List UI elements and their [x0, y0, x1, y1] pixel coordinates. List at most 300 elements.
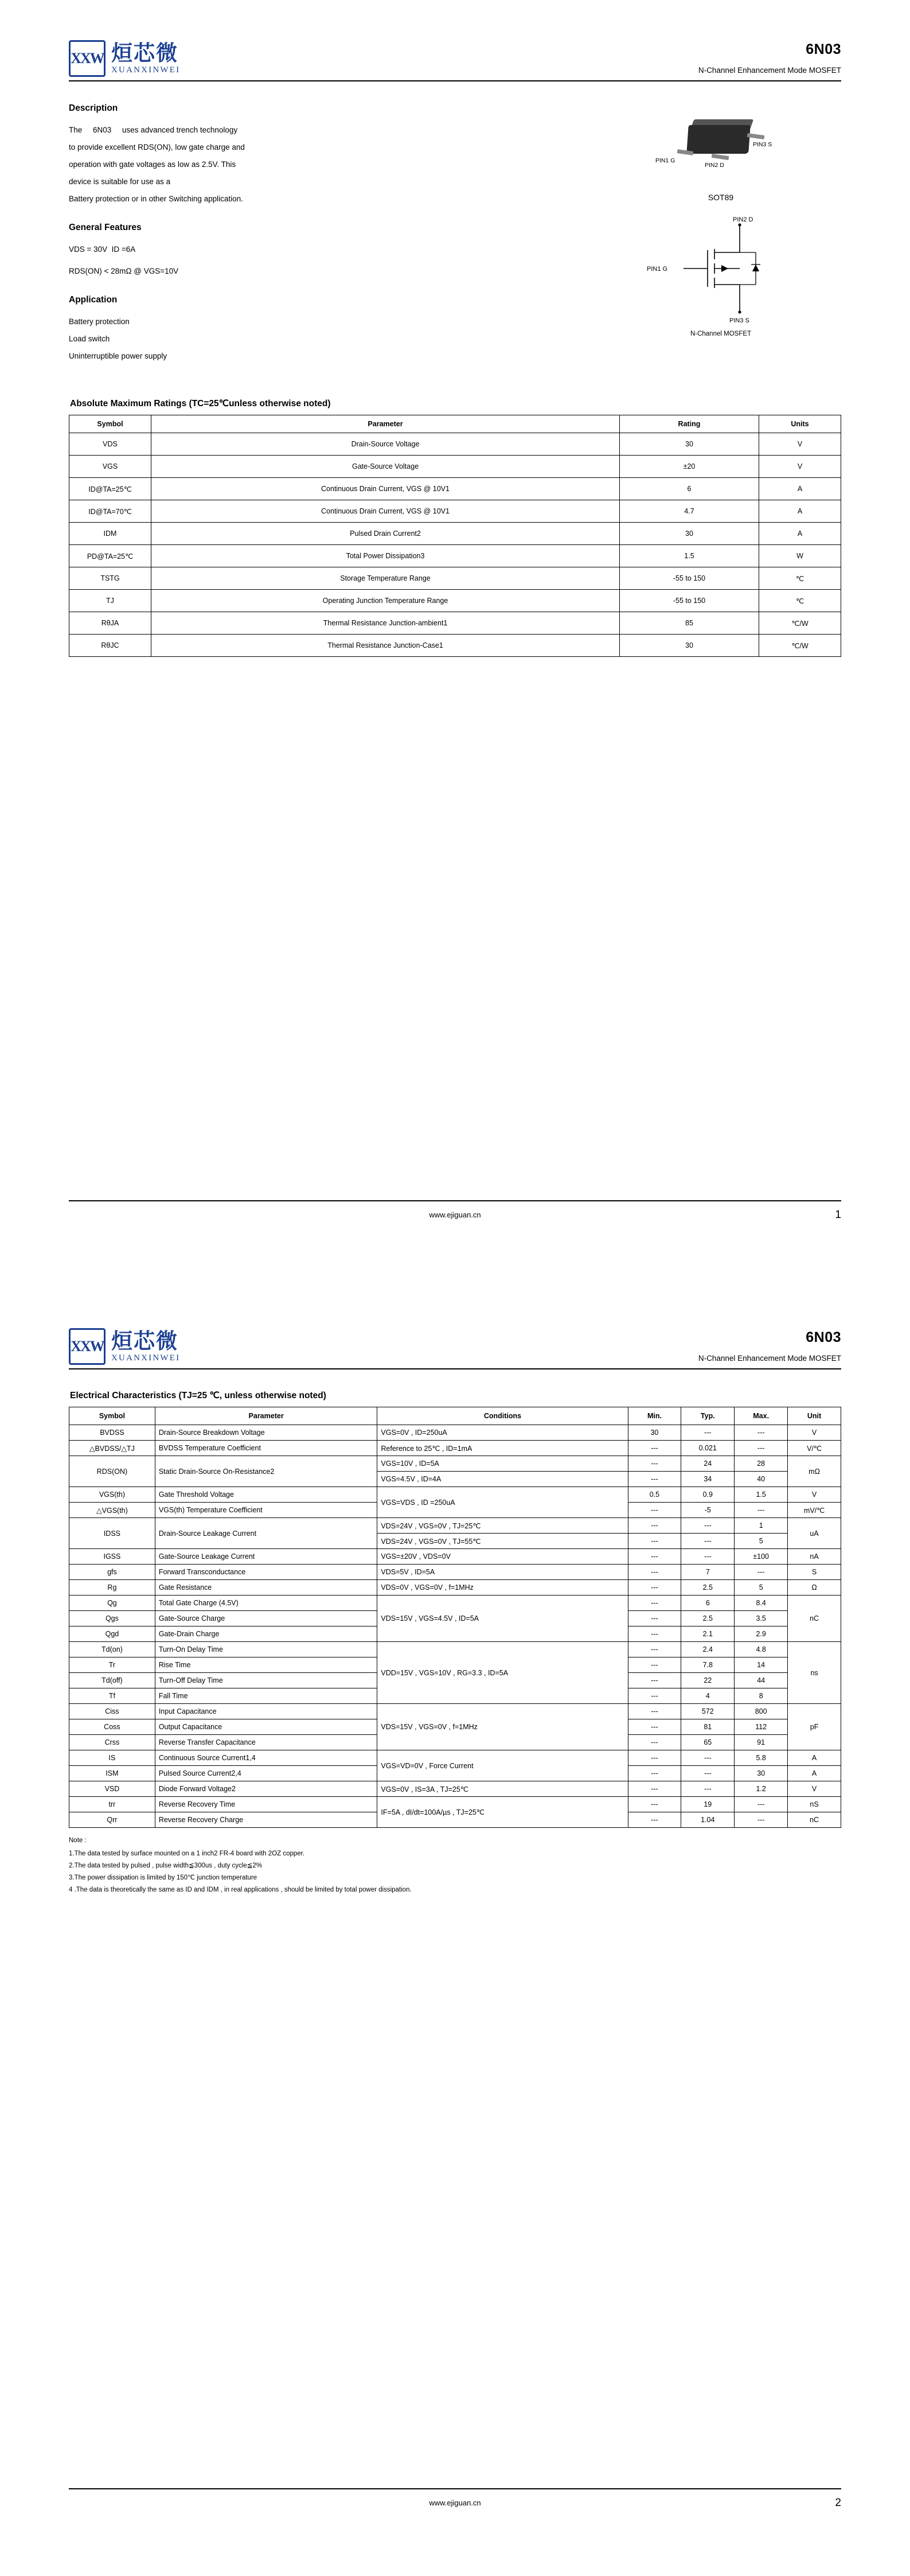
- cell-symbol: Coss: [69, 1719, 155, 1735]
- cell-units: A: [759, 478, 841, 500]
- table-row: [69, 1565, 841, 1580]
- cell-units: W: [759, 545, 841, 567]
- cell-min: ---: [628, 1766, 681, 1781]
- cell-parameter: Pulsed Drain Current2: [151, 523, 620, 545]
- cell-max: 30: [735, 1766, 788, 1781]
- header-divider: [69, 80, 841, 81]
- cell-max: 2.9: [735, 1626, 788, 1642]
- cell-units: ℃/W: [759, 612, 841, 635]
- page-number: 1: [835, 1208, 841, 1221]
- cell-typ: 2.5: [681, 1611, 735, 1626]
- column-header-max: Max.: [735, 1407, 788, 1425]
- cell-max: ---: [735, 1441, 788, 1456]
- cell-parameter: Reverse Recovery Charge: [155, 1812, 377, 1828]
- cell-unit: nA: [788, 1549, 841, 1565]
- cell-conditions: VGS=VDS , ID =250uA: [377, 1487, 628, 1518]
- table-row: [69, 1797, 841, 1812]
- cell-typ: 24: [681, 1456, 735, 1472]
- cell-units: ℃: [759, 590, 841, 612]
- part-number: 6N03: [806, 1329, 841, 1345]
- cell-parameter: Gate-Source Voltage: [151, 456, 620, 478]
- part-subtitle: N-Channel Enhancement Mode MOSFET: [698, 1354, 841, 1363]
- cell-typ: ---: [681, 1750, 735, 1766]
- note-line: 4 .The data is theoretically the same as ID and IDM , in real applications , should be limited by total power dissipation.: [69, 1886, 412, 1893]
- cell-units: ℃: [759, 567, 841, 590]
- schematic-caption: N-Channel MOSFET: [690, 330, 752, 337]
- cell-typ: 7: [681, 1565, 735, 1580]
- footer-url[interactable]: www.ejiguan.cn: [429, 2499, 481, 2507]
- cell-min: ---: [628, 1642, 681, 1657]
- column-header-symbol: Symbol: [69, 415, 151, 433]
- cell-symbol: RθJA: [69, 612, 151, 635]
- cell-typ: 572: [681, 1704, 735, 1719]
- cell-max: 5: [735, 1580, 788, 1596]
- application-line: Battery protection: [69, 317, 130, 326]
- cell-typ: 65: [681, 1735, 735, 1750]
- cell-units: V: [759, 433, 841, 456]
- cell-conditions: VDS=15V , VGS=4.5V , ID=5A: [377, 1596, 628, 1642]
- cell-unit: V: [788, 1425, 841, 1441]
- cell-parameter: Drain-Source Voltage: [151, 433, 620, 456]
- cell-min: ---: [628, 1518, 681, 1534]
- cell-max: 5.8: [735, 1750, 788, 1766]
- table-row: [69, 1596, 841, 1611]
- cell-symbol: Qgs: [69, 1611, 155, 1626]
- table-header-row: [69, 415, 841, 433]
- cell-typ: 1.04: [681, 1812, 735, 1828]
- cell-symbol: △VGS(th): [69, 1503, 155, 1518]
- cell-min: ---: [628, 1735, 681, 1750]
- cell-typ: ---: [681, 1766, 735, 1781]
- cell-symbol: ID@TA=25℃: [69, 478, 151, 500]
- cell-min: ---: [628, 1596, 681, 1611]
- cell-symbol: VGS(th): [69, 1487, 155, 1503]
- cell-unit: pF: [788, 1704, 841, 1750]
- table-row: [69, 590, 841, 612]
- cell-parameter: Gate-Source Leakage Current: [155, 1549, 377, 1565]
- package-name: SOT89: [708, 193, 734, 202]
- cell-min: ---: [628, 1611, 681, 1626]
- cell-parameter: Reverse Transfer Capacitance: [155, 1735, 377, 1750]
- description-line: operation with gate voltages as low as 2.5V. This: [69, 160, 236, 169]
- cell-max: 1: [735, 1518, 788, 1534]
- cell-min: 0.5: [628, 1487, 681, 1503]
- cell-typ: 7.8: [681, 1657, 735, 1673]
- logo-english-name: XUANXINWEI: [111, 1353, 181, 1363]
- cell-max: 8: [735, 1688, 788, 1704]
- cell-typ: ---: [681, 1781, 735, 1797]
- cell-max: 14: [735, 1657, 788, 1673]
- cell-max: 3.5: [735, 1611, 788, 1626]
- cell-rating: -55 to 150: [620, 567, 759, 590]
- cell-conditions: VDS=5V , ID=5A: [377, 1565, 628, 1580]
- cell-symbol: Ciss: [69, 1704, 155, 1719]
- cell-typ: 34: [681, 1472, 735, 1487]
- description-line: to provide excellent RDS(ON), low gate charge and: [69, 143, 245, 151]
- cell-max: 40: [735, 1472, 788, 1487]
- cell-symbol: gfs: [69, 1565, 155, 1580]
- application-title: Application: [69, 295, 118, 305]
- table-row: [69, 567, 841, 590]
- cell-parameter: Storage Temperature Range: [151, 567, 620, 590]
- note-line: 1.The data tested by surface mounted on a 1 inch2 FR-4 board with 2OZ copper.: [69, 1850, 305, 1857]
- description-line: Battery protection or in other Switching application.: [69, 194, 243, 203]
- cell-symbol: Qgd: [69, 1626, 155, 1642]
- logo-chinese-name: 烜芯微: [111, 41, 178, 65]
- notes-title: Note :: [69, 1837, 87, 1844]
- cell-parameter: Continuous Drain Current, VGS @ 10V1: [151, 478, 620, 500]
- table-row: [69, 1704, 841, 1719]
- general-features-line: VDS = 30V ID =6A: [69, 245, 136, 254]
- cell-conditions: VDS=24V , VGS=0V , TJ=55℃: [377, 1534, 628, 1549]
- cell-min: ---: [628, 1549, 681, 1565]
- electrical-characteristics-section: [69, 1390, 841, 1896]
- cell-conditions: VGS=VD=0V , Force Current: [377, 1750, 628, 1781]
- cell-parameter: Operating Junction Temperature Range: [151, 590, 620, 612]
- cell-min: ---: [628, 1750, 681, 1766]
- cell-typ: ---: [681, 1534, 735, 1549]
- cell-rating: 30: [620, 523, 759, 545]
- cell-symbol: ID@TA=70℃: [69, 500, 151, 523]
- column-header-parameter: Parameter: [155, 1407, 377, 1425]
- cell-symbol: Qrr: [69, 1812, 155, 1828]
- cell-min: ---: [628, 1797, 681, 1812]
- column-header-typ: Typ.: [681, 1407, 735, 1425]
- cell-max: 4.8: [735, 1642, 788, 1657]
- package-pin-label-1: PIN1 G: [655, 157, 675, 164]
- cell-parameter: Thermal Resistance Junction-ambient1: [151, 612, 620, 635]
- table-row: [69, 523, 841, 545]
- cell-max: 800: [735, 1704, 788, 1719]
- cell-symbol: Rg: [69, 1580, 155, 1596]
- cell-parameter: Drain-Source Breakdown Voltage: [155, 1425, 377, 1441]
- cell-units: A: [759, 500, 841, 523]
- cell-symbol: IGSS: [69, 1549, 155, 1565]
- application-line: Uninterruptible power supply: [69, 352, 167, 360]
- company-logo: [69, 1328, 180, 1365]
- company-logo: [69, 40, 180, 77]
- cell-min: ---: [628, 1704, 681, 1719]
- cell-symbol: RθJC: [69, 635, 151, 657]
- cell-parameter: Pulsed Source Current2,4: [155, 1766, 377, 1781]
- cell-typ: ---: [681, 1549, 735, 1565]
- cell-unit: S: [788, 1565, 841, 1580]
- cell-parameter: Thermal Resistance Junction-Case1: [151, 635, 620, 657]
- cell-units: V: [759, 456, 841, 478]
- general-features-line: RDS(ON) < 28mΩ @ VGS=10V: [69, 267, 179, 275]
- cell-unit: nC: [788, 1812, 841, 1828]
- cell-parameter: Reverse Recovery Time: [155, 1797, 377, 1812]
- cell-conditions: VDS=24V , VGS=0V , TJ=25℃: [377, 1518, 628, 1534]
- cell-typ: -5: [681, 1503, 735, 1518]
- cell-max: 1.2: [735, 1781, 788, 1797]
- logo-mark-icon: XXW: [69, 1328, 106, 1365]
- cell-parameter: Forward Transconductance: [155, 1565, 377, 1580]
- cell-symbol: Tf: [69, 1688, 155, 1704]
- column-header-parameter: Parameter: [151, 415, 620, 433]
- cell-min: ---: [628, 1580, 681, 1596]
- cell-max: ---: [735, 1503, 788, 1518]
- cell-rating: 1.5: [620, 545, 759, 567]
- cell-symbol: VSD: [69, 1781, 155, 1797]
- cell-parameter: Turn-On Delay Time: [155, 1642, 377, 1657]
- column-header-unit: Unit: [788, 1407, 841, 1425]
- cell-symbol: ISM: [69, 1766, 155, 1781]
- table-row: [69, 1425, 841, 1441]
- table-row: [69, 635, 841, 657]
- cell-unit: ns: [788, 1642, 841, 1704]
- cell-unit: mV/℃: [788, 1503, 841, 1518]
- cell-parameter: Gate-Source Charge: [155, 1611, 377, 1626]
- cell-typ: 6: [681, 1596, 735, 1611]
- document-header: [69, 1288, 841, 1365]
- cell-rating: 6: [620, 478, 759, 500]
- cell-rating: ±20: [620, 456, 759, 478]
- cell-max: 91: [735, 1735, 788, 1750]
- cell-parameter: Gate Resistance: [155, 1580, 377, 1596]
- cell-unit: A: [788, 1750, 841, 1766]
- table-row: [69, 433, 841, 456]
- cell-min: ---: [628, 1503, 681, 1518]
- cell-symbol: PD@TA=25℃: [69, 545, 151, 567]
- cell-conditions: VDD=15V , VGS=10V , RG=3.3 , ID=5A: [377, 1642, 628, 1704]
- cell-max: ---: [735, 1565, 788, 1580]
- cell-symbol: TSTG: [69, 567, 151, 590]
- cell-min: ---: [628, 1626, 681, 1642]
- abs-max-section: [69, 398, 841, 657]
- cell-min: ---: [628, 1812, 681, 1828]
- cell-symbol: Qg: [69, 1596, 155, 1611]
- cell-parameter: Continuous Drain Current, VGS @ 10V1: [151, 500, 620, 523]
- cell-typ: 0.9: [681, 1487, 735, 1503]
- cell-max: 1.5: [735, 1487, 788, 1503]
- cell-rating: -55 to 150: [620, 590, 759, 612]
- cell-parameter: VGS(th) Temperature Coefficient: [155, 1503, 377, 1518]
- cell-min: ---: [628, 1688, 681, 1704]
- electrical-characteristics-table: [69, 1407, 841, 1828]
- cell-unit: uA: [788, 1518, 841, 1549]
- note-line: 3.The power dissipation is limited by 150℃ junction temperature: [69, 1874, 257, 1881]
- logo-text: [111, 1330, 180, 1363]
- cell-symbol: Tr: [69, 1657, 155, 1673]
- abs-max-table: [69, 415, 841, 657]
- cell-units: A: [759, 523, 841, 545]
- cell-max: 5: [735, 1534, 788, 1549]
- cell-min: ---: [628, 1781, 681, 1797]
- cell-symbol: IS: [69, 1750, 155, 1766]
- footer-divider: [69, 2488, 841, 2489]
- page-1-footer: [69, 1200, 841, 1219]
- cell-unit: A: [788, 1766, 841, 1781]
- column-header-units: Units: [759, 415, 841, 433]
- header-divider: [69, 1368, 841, 1369]
- cell-parameter: Turn-Off Delay Time: [155, 1673, 377, 1688]
- cell-typ: ---: [681, 1518, 735, 1534]
- cell-max: ±100: [735, 1549, 788, 1565]
- cell-min: 30: [628, 1425, 681, 1441]
- table-header-row: [69, 1407, 841, 1425]
- description-section: [69, 103, 841, 365]
- note-line: 2.The data tested by pulsed , pulse width≦300us , duty cycle≦2%: [69, 1862, 262, 1869]
- part-subtitle: N-Channel Enhancement Mode MOSFET: [698, 66, 841, 75]
- cell-parameter: Gate-Drain Charge: [155, 1626, 377, 1642]
- cell-parameter: Rise Time: [155, 1657, 377, 1673]
- cell-min: ---: [628, 1456, 681, 1472]
- cell-conditions: VGS=±20V , VDS=0V: [377, 1549, 628, 1565]
- cell-min: ---: [628, 1673, 681, 1688]
- cell-unit: mΩ: [788, 1456, 841, 1487]
- description-line: device is suitable for use as a: [69, 177, 171, 186]
- cell-parameter: Diode Forward Voltage2: [155, 1781, 377, 1797]
- cell-min: ---: [628, 1534, 681, 1549]
- cell-max: 112: [735, 1719, 788, 1735]
- cell-rating: 30: [620, 635, 759, 657]
- cell-rating: 4.7: [620, 500, 759, 523]
- description-title: Description: [69, 103, 118, 113]
- notes-block: [69, 1835, 841, 1896]
- cell-parameter: Fall Time: [155, 1688, 377, 1704]
- cell-min: ---: [628, 1565, 681, 1580]
- cell-parameter: Continuous Source Current1,4: [155, 1750, 377, 1766]
- cell-conditions: VDS=15V , VGS=0V , f=1MHz: [377, 1704, 628, 1750]
- cell-typ: 4: [681, 1688, 735, 1704]
- logo-text: [111, 42, 180, 75]
- cell-typ: 2.4: [681, 1642, 735, 1657]
- cell-symbol: Crss: [69, 1735, 155, 1750]
- cell-typ: 22: [681, 1673, 735, 1688]
- table-row: [69, 456, 841, 478]
- cell-typ: 0.021: [681, 1441, 735, 1456]
- page-2-footer: [69, 2488, 841, 2507]
- abs-max-title: Absolute Maximum Ratings (TC=25℃unless otherwise noted): [70, 399, 331, 408]
- cell-max: ---: [735, 1812, 788, 1828]
- cell-max: 28: [735, 1456, 788, 1472]
- package-body: [686, 125, 750, 154]
- table-row: [69, 545, 841, 567]
- description-line: The 6N03 uses advanced trench technology: [69, 126, 238, 134]
- cell-unit: V: [788, 1487, 841, 1503]
- cell-unit: nC: [788, 1596, 841, 1642]
- cell-symbol: VDS: [69, 433, 151, 456]
- table-row: [69, 478, 841, 500]
- logo-mark-icon: XXW: [69, 40, 106, 77]
- cell-typ: 19: [681, 1797, 735, 1812]
- package-pin-label-3: PIN3 S: [753, 141, 772, 148]
- package-illustration-column: [600, 103, 841, 365]
- table-row: [69, 612, 841, 635]
- package-drawing-icon: [652, 111, 790, 180]
- package-lead: [712, 154, 729, 160]
- elec-title: Electrical Characteristics (TJ=25 ℃, unless otherwise noted): [70, 1391, 326, 1400]
- cell-symbol: IDM: [69, 523, 151, 545]
- package-lead: [747, 133, 765, 139]
- svg-text:PIN1 G: PIN1 G: [647, 266, 668, 273]
- table-row: [69, 1549, 841, 1565]
- cell-conditions: VGS=10V , ID=5A: [377, 1456, 628, 1472]
- table-row: [69, 1781, 841, 1797]
- schematic-symbol-icon: [643, 217, 798, 326]
- header-part-info: [698, 1328, 841, 1363]
- cell-parameter: Total Power Dissipation3: [151, 545, 620, 567]
- cell-symbol: VGS: [69, 456, 151, 478]
- table-row: [69, 1642, 841, 1657]
- page-2: [0, 1288, 910, 2576]
- document-header: [69, 0, 841, 77]
- cell-units: ℃/W: [759, 635, 841, 657]
- svg-text:PIN2 D: PIN2 D: [733, 217, 753, 223]
- table-row: [69, 1487, 841, 1503]
- cell-symbol: Td(on): [69, 1642, 155, 1657]
- application-line: Load switch: [69, 334, 110, 343]
- cell-conditions: IF=5A , dI/dt=100A/µs , TJ=25℃: [377, 1797, 628, 1828]
- cell-parameter: Output Capacitance: [155, 1719, 377, 1735]
- cell-max: ---: [735, 1797, 788, 1812]
- cell-typ: 2.1: [681, 1626, 735, 1642]
- cell-min: ---: [628, 1719, 681, 1735]
- cell-parameter: BVDSS Temperature Coefficient: [155, 1441, 377, 1456]
- cell-parameter: Drain-Source Leakage Current: [155, 1518, 377, 1549]
- column-header-symbol: Symbol: [69, 1407, 155, 1425]
- column-header-min: Min.: [628, 1407, 681, 1425]
- footer-divider: [69, 1200, 841, 1201]
- cell-symbol: trr: [69, 1797, 155, 1812]
- cell-conditions: VGS=4.5V , ID=4A: [377, 1472, 628, 1487]
- cell-max: 44: [735, 1673, 788, 1688]
- cell-rating: 85: [620, 612, 759, 635]
- description-text-column: [69, 103, 390, 365]
- cell-rating: 30: [620, 433, 759, 456]
- column-header-conditions: Conditions: [377, 1407, 628, 1425]
- cell-typ: 81: [681, 1719, 735, 1735]
- package-pin-label-2: PIN2 D: [705, 162, 724, 169]
- cell-unit: Ω: [788, 1580, 841, 1596]
- cell-typ: ---: [681, 1425, 735, 1441]
- cell-symbol: RDS(ON): [69, 1456, 155, 1487]
- cell-max: ---: [735, 1425, 788, 1441]
- cell-symbol: BVDSS: [69, 1425, 155, 1441]
- cell-symbol: Td(off): [69, 1673, 155, 1688]
- general-features-title: General Features: [69, 223, 142, 232]
- cell-parameter: Input Capacitance: [155, 1704, 377, 1719]
- page-number: 2: [835, 2496, 841, 2509]
- cell-parameter: Gate Threshold Voltage: [155, 1487, 377, 1503]
- cell-min: ---: [628, 1657, 681, 1673]
- cell-conditions: VGS=0V , IS=3A , TJ=25℃: [377, 1781, 628, 1797]
- cell-typ: 2.5: [681, 1580, 735, 1596]
- cell-parameter: Static Drain-Source On-Resistance2: [155, 1456, 377, 1487]
- cell-unit: nS: [788, 1797, 841, 1812]
- table-row: [69, 1518, 841, 1534]
- cell-symbol: △BVDSS/△TJ: [69, 1441, 155, 1456]
- cell-symbol: TJ: [69, 590, 151, 612]
- footer-url[interactable]: www.ejiguan.cn: [429, 1211, 481, 1219]
- column-header-rating: Rating: [620, 415, 759, 433]
- cell-max: 8.4: [735, 1596, 788, 1611]
- logo-english-name: XUANXINWEI: [111, 65, 181, 75]
- table-row: [69, 1750, 841, 1766]
- cell-parameter: Total Gate Charge (4.5V): [155, 1596, 377, 1611]
- cell-min: ---: [628, 1441, 681, 1456]
- cell-conditions: VDS=0V , VGS=0V , f=1MHz: [377, 1580, 628, 1596]
- table-row: [69, 1456, 841, 1472]
- table-row: [69, 500, 841, 523]
- cell-conditions: VGS=0V , ID=250uA: [377, 1425, 628, 1441]
- part-number: 6N03: [806, 41, 841, 57]
- table-row: [69, 1580, 841, 1596]
- logo-chinese-name: 烜芯微: [111, 1329, 178, 1353]
- header-part-info: [698, 40, 841, 75]
- table-row: [69, 1441, 841, 1456]
